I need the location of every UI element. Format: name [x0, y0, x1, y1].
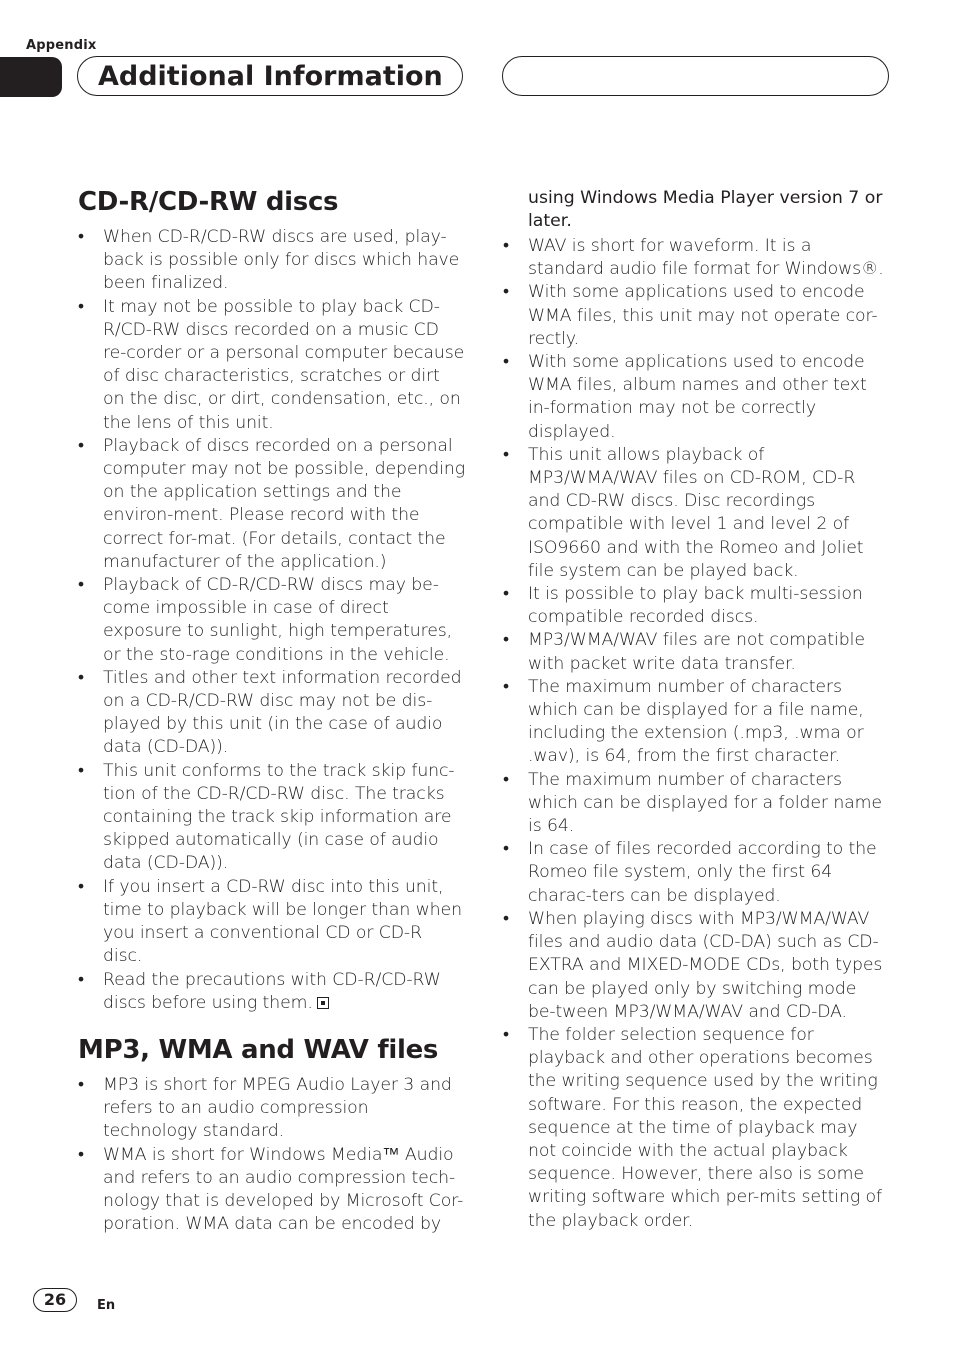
list-item: • This unit allows playback of MP3/WMA/WAV files on CD-ROM, CD-R and CD-RW discs. Disc recordings compatible with level 1 and level 2 of ISO9660 and with the Romeo and Joliet file system can be played back. — [503, 444, 889, 583]
cdr-heading: CD-R/CD-RW discs — [78, 187, 339, 217]
list-item: • In case of files recorded according to the Romeo file system, only the first 64 charac-ters can be displayed. — [503, 838, 889, 908]
section-tab-marker — [0, 57, 62, 97]
list-item: • Titles and other text information recorded on a CD-R/CD-RW disc may not be dis-played by this unit (in the case of audio data (CD-DA)). — [78, 667, 466, 760]
list-item: • WAV is short for waveform. It is a standard audio file format for Windows®. — [503, 235, 889, 281]
section-title-box — [77, 56, 463, 96]
list-item: • When playing discs with MP3/WMA/WAV files and audio data (CD-DA) such as CD-EXTRA and MIXED-MODE CDs, both types can be played only by switching mode be-tween MP3/WMA/WAV and CD-DA. — [503, 908, 889, 1024]
format-list — [503, 235, 889, 1233]
list-item: • The folder selection sequence for playback and other operations becomes the writing sequence used by the writing software. For this reason, the expected sequence at the time of playback may not coincide with the actual playback sequence. However, there also is some writing software which per-mits setting of the playback order. — [503, 1024, 889, 1233]
list-item: • It may not be possible to play back CD-R/CD-RW discs recorded on a music CD re-corder or a personal computer because of disc characteristics, scratches or dirt on the disc, or dirt, condensation, etc., on the lens of this unit. — [78, 296, 466, 435]
continued-text: using Windows Media Player version 7 or later. — [528, 188, 883, 232]
list-item: • Playback of discs recorded on a personal computer may not be possible, depending on the application settings and the environ-ment. Please record with the correct for-mat. (For details, contact the manufacturer of the application.) — [78, 435, 466, 574]
language-code: En — [97, 1298, 116, 1313]
list-item: • With some applications used to encode WMA files, this unit may not operate cor-rectly. — [503, 281, 889, 351]
section-title: Additional Information — [98, 61, 443, 92]
header-empty-box — [502, 56, 889, 96]
list-item: • It is possible to play back multi-session compatible recorded discs. — [503, 583, 889, 629]
page-number: 26 — [33, 1288, 77, 1312]
section-label: Appendix — [26, 38, 97, 53]
list-item-text: Read the precautions with CD-R/CD-RW discs before using them. — [103, 969, 441, 1013]
list-item: • The maximum number of characters which can be displayed for a file name, including the extension (.mp3, .wma or .wav), is 64, from the first character. — [503, 676, 889, 769]
list-item: • Playback of CD-R/CD-RW discs may be-come impossible in case of direct exposure to sunlight, high temperatures, or the sto-rage conditions in the vehicle. — [78, 574, 466, 667]
list-item: • If you insert a CD-RW disc into this unit, time to playback will be longer than when you insert a conventional CD or CD-R disc. — [78, 876, 466, 969]
mp3-heading: MP3, WMA and WAV files — [78, 1035, 439, 1065]
list-item: • MP3 is short for MPEG Audio Layer 3 and refers to an audio compression technology standard. — [78, 1074, 466, 1144]
mp3-list — [78, 1074, 466, 1236]
list-item: • WMA is short for Windows Media™ Audio and refers to an audio compression tech-nology that is developed by Microsoft Cor-poration. WMA data can be encoded by — [78, 1144, 466, 1237]
list-item: • The maximum number of characters which can be displayed for a folder name is 64. — [503, 769, 889, 839]
list-item: • This unit conforms to the track skip func-tion of the CD-R/CD-RW disc. The tracks containing the track skip information are skipped automatically (in case of audio data (CD-DA)). — [78, 760, 466, 876]
list-item: • MP3/WMA/WAV files are not compatible with packet write data transfer. — [503, 629, 889, 675]
cdr-list — [78, 226, 466, 1015]
list-item-last — [78, 969, 466, 1015]
end-of-section-icon — [317, 997, 329, 1009]
list-item: • With some applications used to encode WMA files, album names and other text in-formation may not be correctly displayed. — [503, 351, 889, 444]
list-item: • When CD-R/CD-RW discs are used, play-back is possible only for discs which have been finalized. — [78, 226, 466, 296]
